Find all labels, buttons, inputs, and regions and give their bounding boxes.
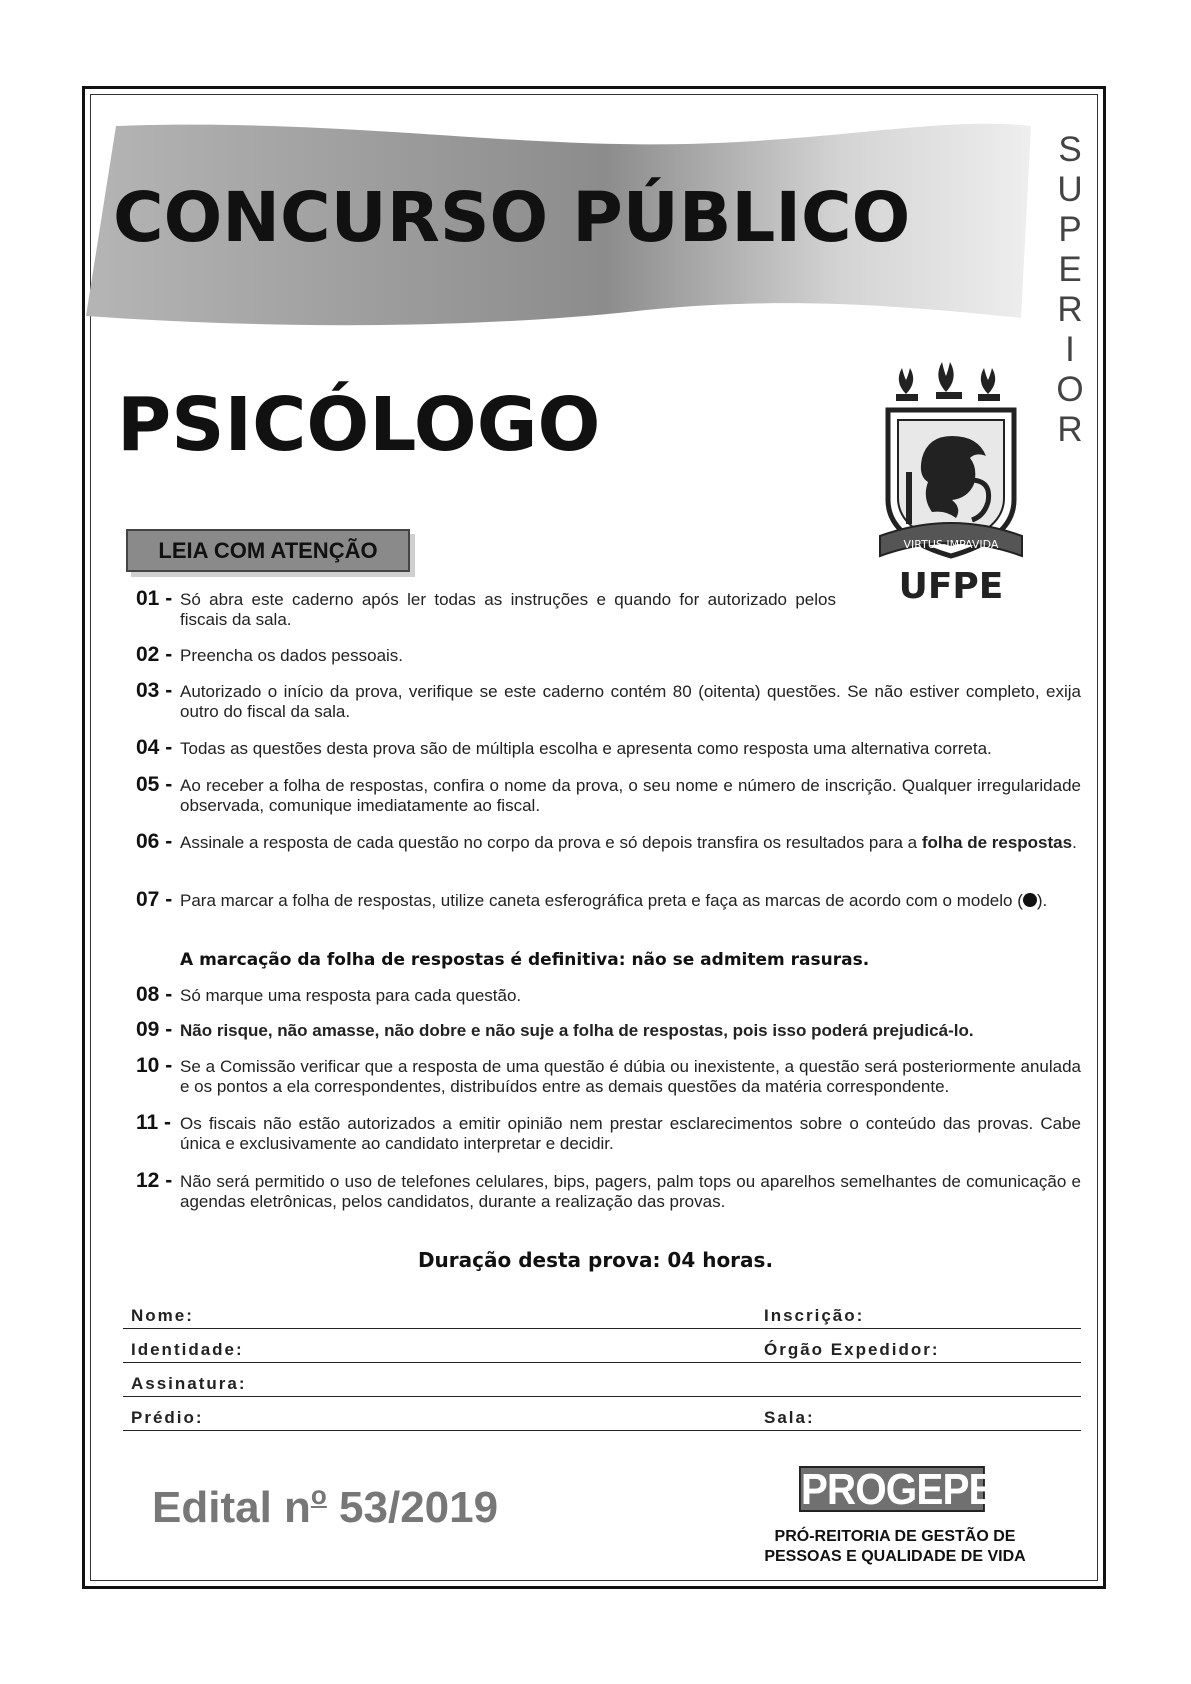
- registration-field[interactable]: Inscrição:: [764, 1306, 865, 1325]
- instruction-number: 10 -: [136, 1054, 173, 1077]
- level-letter: E: [1058, 250, 1082, 289]
- instruction-text: Não será permitido o uso de telefones celulares, bips, pagers, palm tops ou aparelhos semelhantes de comunicação e agendas eletrônicas, pelos candidatos, durante a realização das provas.: [180, 1172, 1081, 1211]
- instruction-number: 04 -: [136, 736, 173, 759]
- level-letter: O: [1056, 370, 1084, 409]
- signature-field[interactable]: Assinatura:: [131, 1374, 247, 1393]
- instruction-text: Só abra este caderno após ler todas as instruções e quando for autorizado pelos fiscais da sala.: [180, 590, 836, 629]
- instruction-item: [136, 1169, 1081, 1212]
- instruction-item: [136, 983, 1081, 1006]
- logo-motto: VIRTUS IMPAVIDA: [903, 538, 999, 551]
- instruction-item: [136, 679, 1081, 722]
- instruction-item: [136, 643, 1081, 666]
- level-letter: P: [1058, 210, 1082, 249]
- instruction-text: Não risque, não amasse, não dobre e não suje a folha de respostas, pois isso poderá prejudicá-lo.: [180, 1021, 974, 1040]
- instruction-number: 12 -: [136, 1169, 173, 1192]
- instruction-number: 07 -: [136, 888, 173, 911]
- edital-number: Edital $n^o$ 53/2019: [152, 1480, 499, 1532]
- instruction-item: [136, 736, 1081, 759]
- issuing-agency-field[interactable]: Órgão Expedidor:: [764, 1340, 940, 1359]
- instruction-number: 05 -: [136, 773, 173, 796]
- page-title: CONCURSO PÚBLICO: [113, 178, 911, 258]
- instruction-item: [136, 1111, 1081, 1154]
- instruction-text: Autorizado o início da prova, verifique se este caderno contém 80 (oitenta) questões. Se não estiver completo, exija outro do fiscal da sala.: [180, 682, 1081, 721]
- ufpe-logo: [878, 360, 1024, 610]
- form-row: [123, 1294, 1081, 1329]
- read-carefully-heading: LEIA COM ATENÇÃO: [126, 529, 410, 572]
- progepe-subtitle: PRÓ-REITORIA DE GESTÃO DE PESSOAS E QUALIDADE DE VIDA: [764, 1528, 1026, 1565]
- instruction-number: 09 -: [136, 1018, 173, 1041]
- form-row: [123, 1362, 1081, 1397]
- instruction-number: 08 -: [136, 983, 173, 1006]
- instruction-item: [136, 587, 836, 630]
- role-title: PSICÓLOGO: [117, 382, 601, 468]
- level-letter: I: [1065, 330, 1075, 369]
- instruction-item: [136, 1054, 1081, 1097]
- instruction-text: Se a Comissão verificar que a resposta de uma questão é dúbia ou inexistente, a questão será posteriormente anulada e os pontos a ela correspondentes, distribuídos entre as demais questões da matéria correspondente.: [180, 1057, 1081, 1096]
- instruction-number: 03 -: [136, 679, 173, 702]
- logo-name: UFPE: [898, 566, 1004, 607]
- form-row: [123, 1396, 1081, 1431]
- level-vertical-label: [1048, 130, 1092, 450]
- instruction-item: [136, 1018, 1081, 1041]
- instruction-text: Todas as questões desta prova são de múltipla escolha e apresenta como resposta uma alternativa correta.: [180, 739, 992, 758]
- room-field[interactable]: Sala:: [764, 1408, 815, 1427]
- instruction-number: 06 -: [136, 830, 173, 853]
- exam-duration: Duração desta prova: 04 horas.: [417, 1248, 774, 1272]
- instruction-item: [136, 773, 1081, 816]
- level-letter: R: [1057, 290, 1083, 329]
- instruction-number: 02 -: [136, 643, 173, 666]
- progepe-logo: PROGEPE: [800, 1465, 995, 1514]
- instruction-text: Só marque uma resposta para cada questão.: [180, 986, 522, 1005]
- filled-circle-icon: [1023, 893, 1037, 907]
- id-field[interactable]: Identidade:: [131, 1340, 244, 1359]
- name-field[interactable]: Nome:: [131, 1306, 194, 1325]
- instruction-number: 11 -: [136, 1111, 172, 1134]
- instruction-item: [136, 830, 1081, 853]
- instruction-item: [136, 888, 1081, 911]
- form-row: [123, 1328, 1081, 1363]
- level-letter: U: [1057, 170, 1083, 209]
- instruction-text: Assinale a resposta de cada questão no corpo da prova e só depois transfira os resultados para a folha de respostas.: [180, 833, 1077, 852]
- level-letter: S: [1058, 130, 1082, 169]
- building-field[interactable]: Prédio:: [131, 1408, 204, 1427]
- answer-sheet-emphasis: folha de respostas: [921, 833, 1073, 852]
- level-letter: R: [1057, 410, 1083, 449]
- instruction-text: Preencha os dados pessoais.: [180, 646, 404, 665]
- instruction-number: 01 -: [136, 587, 173, 610]
- instruction-text: Ao receber a folha de respostas, confira o nome da prova, o seu nome e número de inscrição. Qualquer irregularidade observada, comunique imediatamente ao fiscal.: [180, 776, 1081, 815]
- definitive-marking-note: A marcação da folha de respostas é definitiva: não se admitem rasuras.: [180, 950, 870, 970]
- instruction-text: Para marcar a folha de respostas, utilize caneta esferográfica preta e faça as marcas de acordo com o modelo ( ).: [180, 891, 1048, 910]
- instruction-text: Os fiscais não estão autorizados a emitir opinião nem prestar esclarecimentos sobre o conteúdo das provas. Cabe única e exclusivamente ao candidato interpretar e decidir.: [180, 1114, 1081, 1153]
